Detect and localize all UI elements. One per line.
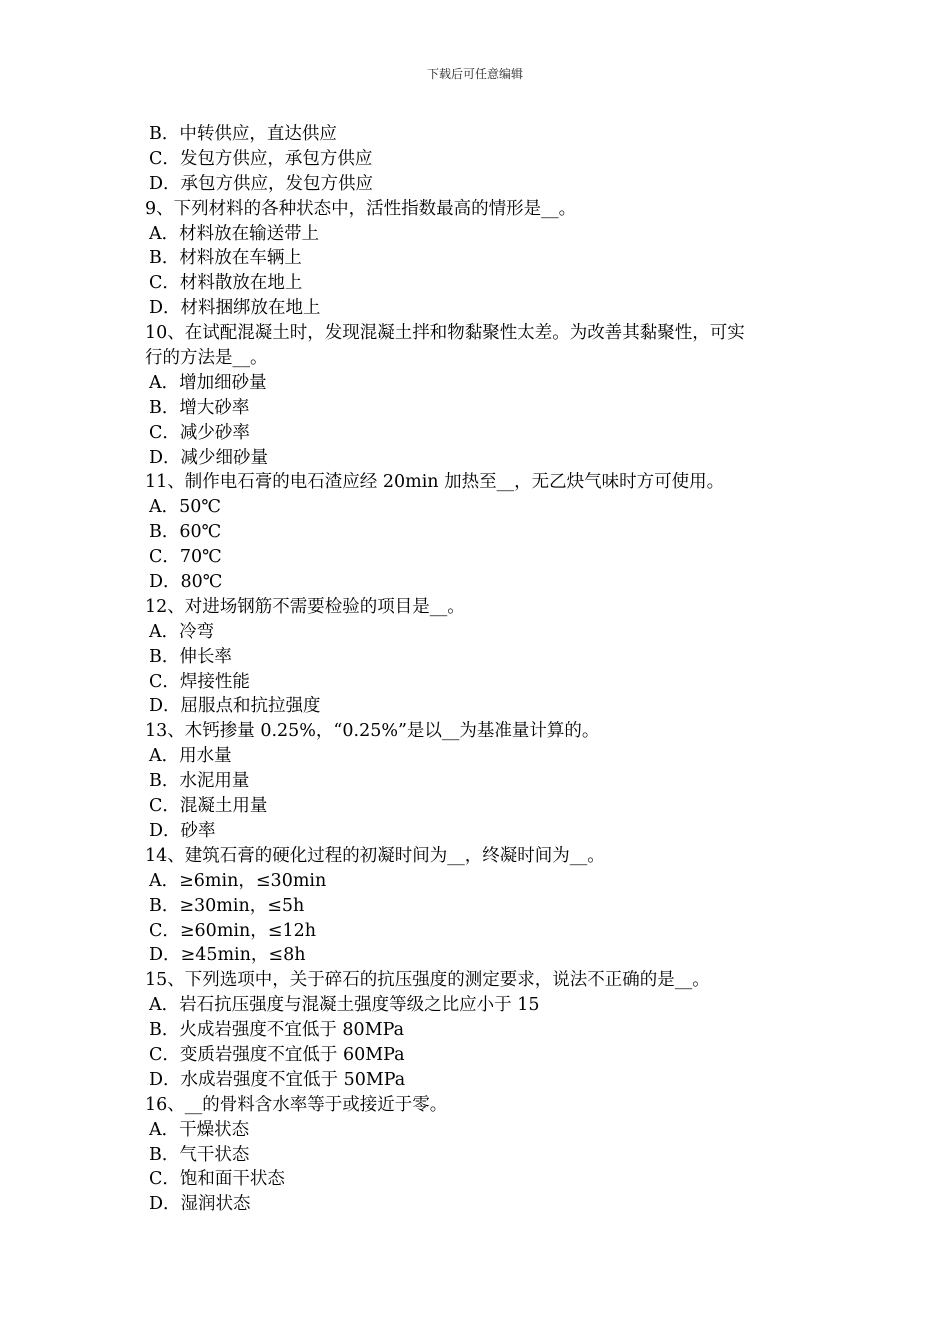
option-line: D．≥45min，≤8h (149, 945, 306, 966)
option-line: D．承包方供应，发包方供应 (149, 173, 374, 194)
option-line: B．火成岩强度不宜低于 80MPa (149, 1020, 405, 1041)
option-line: D．湿润状态 (149, 1194, 251, 1215)
option-line: A．50℃ (149, 497, 221, 518)
question-line: 15、下列选项中，关于碎石的抗压强度的测定要求，说法不正确的是__。 (145, 970, 710, 991)
option-line: C．≥60min，≤12h (149, 920, 316, 941)
option-line: C．材料散放在地上 (149, 273, 303, 294)
option-line: D．材料捆绑放在地上 (149, 298, 321, 319)
question-line: 11、制作电石膏的电石渣应经 20min 加热至__，无乙炔气味时方可使用。 (145, 472, 725, 493)
option-line: B．60℃ (149, 522, 222, 543)
question-line: 14、建筑石膏的硬化过程的初凝时间为__，终凝时间为__。 (145, 845, 605, 866)
option-line: C．饱和面干状态 (149, 1169, 285, 1190)
option-line: A．冷弯 (149, 621, 215, 642)
option-line: B．水泥用量 (149, 771, 250, 792)
question-line: 10、在试配混凝土时，发现混凝土拌和物黏聚性太差。为改善其黏聚性，可实 (145, 323, 745, 344)
option-line: C．发包方供应，承包方供应 (149, 148, 373, 169)
option-line: B．伸长率 (149, 646, 232, 667)
option-line: A．岩石抗压强度与混凝土强度等级之比应小于 15 (149, 995, 540, 1016)
option-line: B．≥30min，≤5h (149, 895, 305, 916)
option-line: C．混凝土用量 (149, 796, 268, 817)
option-line: C．减少砂率 (149, 422, 250, 443)
option-line: D．80℃ (149, 572, 223, 593)
question-line: 16、__的骨料含水率等于或接近于零。 (145, 1094, 448, 1115)
option-line: D．水成岩强度不宜低于 50MPa (149, 1069, 406, 1090)
option-line: D．屈服点和抗拉强度 (149, 696, 321, 717)
option-line: A．材料放在输送带上 (149, 223, 320, 244)
option-line: A．增加细砂量 (149, 372, 267, 393)
option-line: C．变质岩强度不宜低于 60MPa (149, 1044, 405, 1065)
option-line: A．用水量 (149, 746, 232, 767)
option-line: A．≥6min，≤30min (149, 870, 327, 891)
document-body (145, 122, 815, 1217)
option-line: B．中转供应，直达供应 (149, 124, 337, 144)
page-header: 下载后可任意编辑 (426, 67, 523, 81)
option-line: B．气干状态 (149, 1144, 250, 1165)
question-line: 行的方法是__。 (145, 348, 268, 369)
question-line: 13、木钙掺量 0.25%，“0.25%”是以__为基准量计算的。 (145, 721, 600, 742)
option-line: C．焊接性能 (149, 671, 250, 692)
option-line: C．70℃ (149, 547, 222, 568)
question-line: 12、对进场钢筋不需要检验的项目是__。 (145, 596, 465, 617)
question-line: 9、下列材料的各种状态中，活性指数最高的情形是__。 (145, 198, 577, 219)
option-line: D．砂率 (149, 820, 216, 841)
option-line: D．减少细砂量 (149, 447, 269, 468)
option-line: A．干燥状态 (149, 1119, 250, 1140)
option-line: B．材料放在车辆上 (149, 248, 302, 269)
option-line: B．增大砂率 (149, 397, 250, 418)
